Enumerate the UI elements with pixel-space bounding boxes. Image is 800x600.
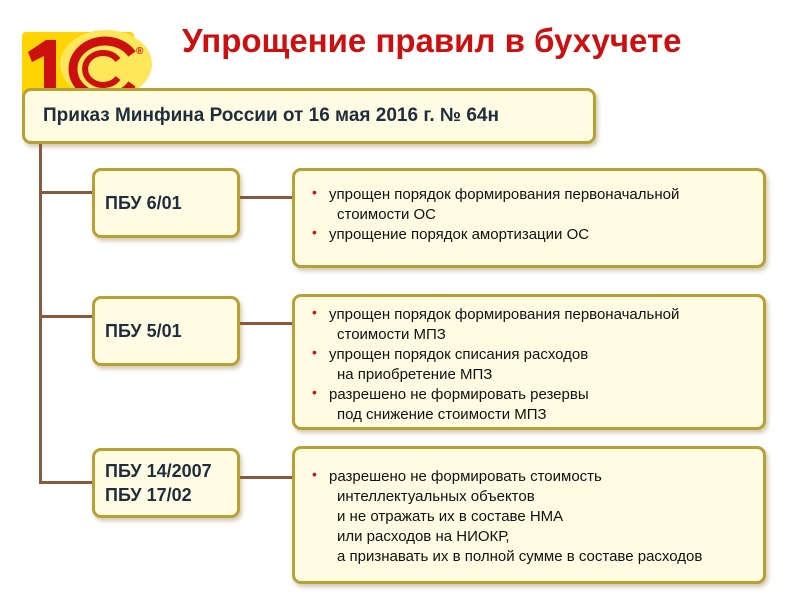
standard-box-pbu-6 [92,168,240,238]
logo-registered-mark: ® [136,46,144,57]
connector-trunk [39,144,42,484]
standard-label: ПБУ 17/02 [105,485,192,505]
item-text: а признавать их в полной сумме в составе расходов [337,548,703,565]
item-text: упрощен порядок списания расходов [329,346,589,363]
list-item [307,467,753,567]
item-text: интеллектуальных объектов [337,488,535,505]
connector-branch-2 [39,315,92,318]
bullet-icon: • [312,384,317,400]
item-text: или расходов на НИОКР, [337,528,510,545]
item-text: упрощен порядок формирования первоначальной [329,306,680,323]
item-text: стоимости ОС [337,206,436,223]
list-item [307,305,753,345]
changes-box-pbu-14-17 [292,446,766,584]
item-text: разрешено не формировать резервы [329,386,589,403]
bullet-icon: • [312,466,317,482]
standard-box-pbu-14-17 [92,448,240,518]
list-item [307,345,753,385]
order-label: Приказ Минфина России от 16 мая 2016 г. № 64н [43,105,499,126]
bullet-icon: • [312,344,317,360]
connector-link-3 [240,476,292,479]
bullet-icon: • [312,224,317,240]
list-item [307,185,753,225]
item-text: под снижение стоимости МПЗ [337,406,547,423]
order-box [22,88,596,144]
page-title: Упрощение правил в бухучете [182,22,682,59]
item-text: упрощен порядок формирования первоначальной [329,186,680,203]
item-text: упрощение порядок амортизации ОС [329,226,590,243]
bullet-icon: • [312,184,317,200]
standard-label: ПБУ 14/2007 [105,461,212,481]
item-text: разрешено не формировать стоимость [329,468,602,485]
connector-branch-3 [39,481,92,484]
standard-box-pbu-5 [92,296,240,366]
item-text: стоимости МПЗ [337,326,446,343]
item-text: и не отражать их в составе НМА [337,508,564,525]
connector-link-2 [240,322,292,325]
connector-branch-1 [39,191,92,194]
connector-link-1 [240,196,292,199]
list-item [307,385,753,425]
bullet-icon: • [312,304,317,320]
list-item [307,225,753,245]
changes-box-pbu-5 [292,294,766,430]
standard-label: ПБУ 5/01 [105,321,182,341]
standard-label: ПБУ 6/01 [105,193,182,213]
changes-box-pbu-6 [292,168,766,268]
item-text: на приобретение МПЗ [337,366,493,383]
